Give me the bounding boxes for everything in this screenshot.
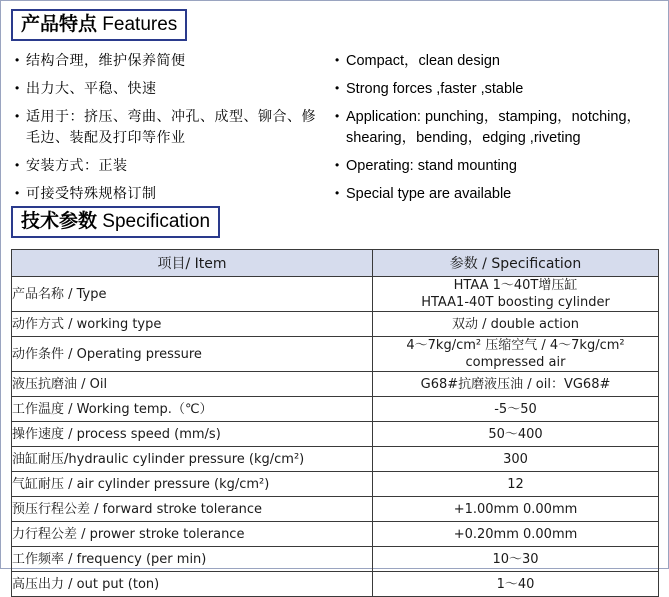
feature-text: 安装方式：正装 (26, 158, 128, 174)
specification-heading (11, 206, 220, 238)
bullet-icon: • (335, 81, 340, 95)
specification-heading-en: Specification (102, 211, 211, 232)
row-label: 动作条件 / Operating pressure (12, 337, 373, 372)
row-value: 12 (373, 472, 659, 497)
row-label: 高压出力 / out put (ton) (12, 572, 373, 597)
row-value: +0.20mm 0.00mm (373, 522, 659, 547)
row-value: 双动 / double action (373, 312, 659, 337)
list-item (335, 184, 660, 205)
row-label: 操作速度 / process speed (mm/s) (12, 422, 373, 447)
bullet-icon: • (15, 53, 20, 67)
list-item (335, 79, 660, 100)
row-value (373, 277, 659, 312)
features-heading-cn: 产品特点 (21, 13, 98, 35)
table-row (12, 547, 659, 572)
row-value: +1.00mm 0.00mm (373, 497, 659, 522)
feature-text: Operating: stand mounting (346, 158, 517, 174)
row-value-line: HTAA 1～40T增压缸 (453, 278, 578, 293)
table-row (12, 447, 659, 472)
feature-text: 结构合理，维护保养简便 (26, 53, 186, 69)
feature-text: Special type are available (346, 186, 512, 202)
features-heading (11, 9, 187, 41)
row-label: 工作温度 / Working temp.（℃） (12, 397, 373, 422)
features-column-chinese (15, 51, 325, 212)
row-value: 4～7kg/cm² 压缩空气 / 4～7kg/cm² compressed air (373, 337, 659, 372)
table-row (12, 397, 659, 422)
table-row (12, 522, 659, 547)
table-row (12, 337, 659, 372)
bullet-icon: • (15, 158, 20, 172)
row-label: 液压抗磨油 / Oil (12, 372, 373, 397)
list-item (15, 51, 325, 72)
list-item (335, 156, 660, 177)
features-heading-en: Features (102, 14, 178, 35)
features-column-english (335, 51, 660, 212)
feature-text: Application: punching，stamping，notching，shearing，bending，edging ,riveting (346, 109, 642, 146)
bullet-icon: • (15, 186, 20, 200)
bullet-icon: • (335, 158, 340, 172)
row-value: 300 (373, 447, 659, 472)
specification-heading-cn: 技术参数 (21, 210, 98, 232)
specification-table (11, 249, 659, 597)
row-value: -5～50 (373, 397, 659, 422)
feature-text: 适用于：挤压、弯曲、冲孔、成型、铆合、修毛边、装配及打印等作业 (26, 109, 316, 146)
list-item (335, 107, 660, 149)
row-label: 气缸耐压 / air cylinder pressure (kg/cm²) (12, 472, 373, 497)
row-value: 50～400 (373, 422, 659, 447)
specification-heading-box (11, 206, 220, 238)
row-value: 10～30 (373, 547, 659, 572)
feature-text: Compact，clean design (346, 53, 500, 69)
feature-text: 出力大、平稳、快速 (26, 81, 157, 97)
list-item (15, 107, 325, 149)
row-label: 动作方式 / working type (12, 312, 373, 337)
table-row (12, 497, 659, 522)
row-value-line: HTAA1-40T boosting cylinder (421, 295, 610, 310)
table-row (12, 277, 659, 312)
column-header-specification: 参数 / Specification (373, 250, 659, 277)
bullet-icon: • (15, 81, 20, 95)
table-header-row (12, 250, 659, 277)
row-label: 力行程公差 / prower stroke tolerance (12, 522, 373, 547)
bullet-icon: • (15, 109, 20, 123)
row-label: 预压行程公差 / forward stroke tolerance (12, 497, 373, 522)
feature-text: Strong forces ,faster ,stable (346, 81, 524, 97)
list-item (15, 184, 325, 205)
list-item (15, 156, 325, 177)
table-row (12, 372, 659, 397)
table-row (12, 422, 659, 447)
features-heading-box (11, 9, 187, 41)
row-label: 油缸耐压/hydraulic cylinder pressure (kg/cm²) (12, 447, 373, 472)
row-value: 1～40 (373, 572, 659, 597)
bullet-icon: • (335, 53, 340, 67)
bullet-icon: • (335, 109, 340, 123)
table-row (12, 312, 659, 337)
feature-text: 可接受特殊规格订制 (26, 186, 157, 202)
features-content (15, 51, 660, 212)
column-header-item: 项目/ Item (12, 250, 373, 277)
row-label: 工作频率 / frequency (per min) (12, 547, 373, 572)
row-value: G68#抗磨液压油 / oil：VG68# (373, 372, 659, 397)
table-row (12, 572, 659, 597)
bullet-icon: • (335, 186, 340, 200)
row-label: 产品名称 / Type (12, 277, 373, 312)
list-item (335, 51, 660, 72)
list-item (15, 79, 325, 100)
table-row (12, 472, 659, 497)
